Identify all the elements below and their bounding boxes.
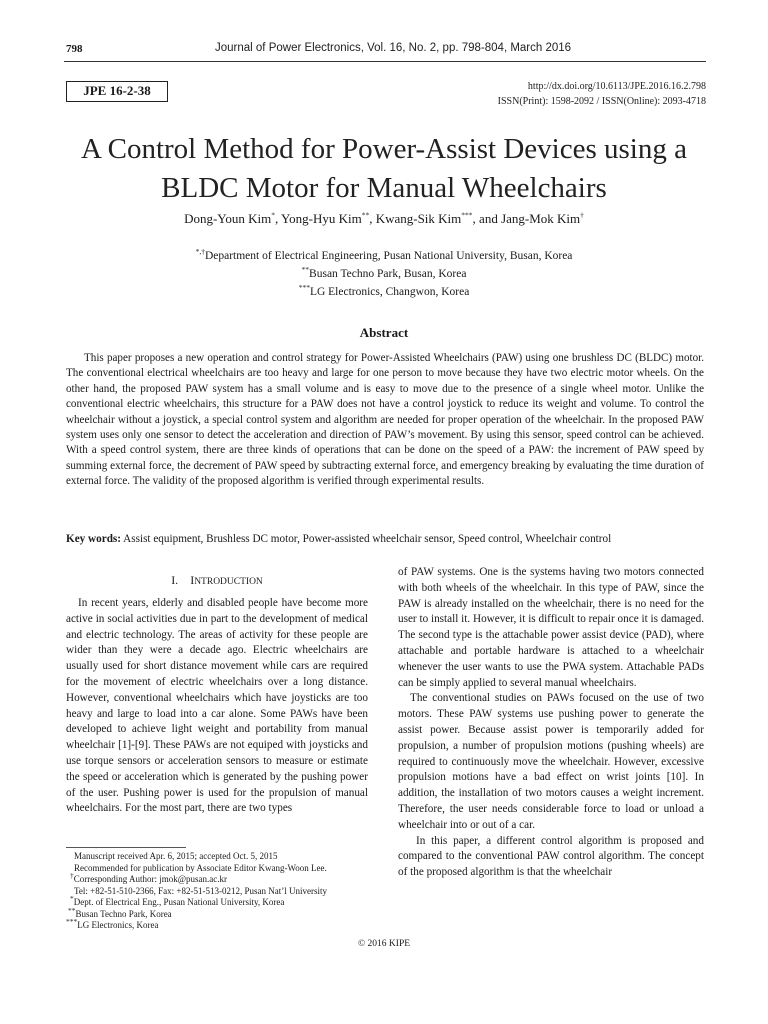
- footnote-text: Corresponding Author: jmok@pusan.ac.kr: [73, 874, 228, 884]
- footnote: [66, 886, 376, 898]
- affiliations: [40, 247, 728, 301]
- footnote: [66, 871, 376, 886]
- affiliation-text: Busan Techno Park, Busan, Korea: [309, 268, 467, 280]
- footnote-text: Tel: +82-51-510-2366, Fax: +82-51-513-0212, Pusan Nat’l University: [74, 885, 327, 896]
- doi-link[interactable]: http://dx.doi.org/10.6113/JPE.2016.16.2.798: [527, 81, 706, 92]
- affiliation: [40, 283, 728, 301]
- affiliation-mark: **: [301, 265, 310, 275]
- footnote-text: LG Electronics, Korea: [77, 920, 159, 930]
- author-name: Jang-Mok Kim: [501, 211, 581, 226]
- section-title-rest: NTRODUCTION: [194, 577, 263, 587]
- left-column: [66, 596, 368, 817]
- section-title-initial: I: [190, 573, 195, 587]
- footnote-rule: [66, 847, 186, 848]
- affiliation: [40, 247, 728, 265]
- affiliation: [40, 265, 728, 283]
- author-mark: †: [580, 210, 584, 220]
- keywords-text: Assist equipment, Brushless DC motor, Power-assisted wheelchair sensor, Speed control, Wheelchair control: [121, 533, 612, 545]
- footnote-text: Dept. of Electrical Eng., Pusan National University, Korea: [73, 897, 285, 907]
- footnote-mark: ***: [66, 917, 78, 926]
- keywords-label: Key words:: [66, 533, 121, 545]
- author-mark: **: [361, 210, 370, 220]
- footnote-text: Busan Techno Park, Korea: [75, 908, 172, 919]
- issn-line: ISSN(Print): 1598-2092 / ISSN(Online): 2093-4718: [497, 96, 706, 107]
- affiliation-text: Department of Electrical Engineering, Pusan National University, Busan, Korea: [204, 250, 573, 262]
- footnote: [66, 917, 376, 932]
- author-mark: ***: [461, 210, 473, 220]
- body-paragraph: of PAW systems. One is the systems having two motors connected with both wheels of the wheelchair. In this type of PAW, since the PAW is already installed on the wheelchair, there is no need for the user to install it. However, it is difficult to repair once it is damaged. The second type is the attachable power assist device (PAD), where attachable and portable hardware is attached to a wheelchair whenever the user wants to use the PWA system. Attachable PADs can be simply applied to several manual wheelchairs.: [398, 566, 704, 689]
- paper-code-box: JPE 16-2-38: [66, 81, 168, 102]
- affiliation-mark: ***: [298, 283, 310, 293]
- footnote: [66, 851, 376, 863]
- section-number: I.: [171, 573, 179, 587]
- affiliation-text: LG Electronics, Changwon, Korea: [309, 286, 470, 298]
- doi-block: [498, 79, 706, 109]
- body-paragraph: In recent years, elderly and disabled people have become more active in social activities due in part to the development of medical and electric technology. The areas of activity for these people are wider than they were a decade ago. Electric wheelchairs are usually used for short distance movement while cars are required for the movement of electric wheelchairs over a long distance. However, conventional wheelchairs which have joysticks are too heavy and large to load into a car alone. Some PAWs have been developed to achieve light weight and portability from manual wheelchair [1]-[9]. These PAWs are not equiped with joysticks and use torque sensors or acceleration sensors to measure or estimate the speed or acceleration which is generated by the pushing power of the user. Pushing power is used for the propulsion of manual wheelchairs. For the most part, there are two types: [66, 597, 368, 815]
- footnote-mark: **: [68, 905, 76, 915]
- copyright-footer: © 2016 KIPE: [357, 939, 411, 949]
- abstract-text: This paper proposes a new operation and control strategy for Power-Assisted Wheelchairs (PAW) using one brushless DC (BLDC) motor. The conventional electrical wheelchairs are too heavy and large for one person to move because they have two electric motor wheels. On the other hand, the proposed PAW system has a small volume and is easy to move due to the presence of a single wheel motor. Unlike the conventional electric wheelchairs, this structure for a PAW does not have a control joystick to reduce its weight and volume. To control the wheelchair without a joystick, a special control system and algorithm are needed for proper operation of the wheelchair. In the proposed PAW system uses only one sensor to detect the acceleration and direction of PAW’s movement. By using this sensor, speed control can be achieved. With a speed control system, there are three kinds of operations that can be done on the speed of a PAW: the increment of PAW speed by summing external force, the decrement of PAW speed by subtracting external force, and emergency breaking by evaluating the time duration of external force. The validity of the proposed algorithm is verified through experimental results.: [66, 352, 704, 488]
- author-name: Yong-Hyu Kim: [281, 211, 362, 226]
- abstract-heading: Abstract: [359, 325, 409, 340]
- body-paragraph: In this paper, a different control algorithm is proposed and compared to the conventional PAW control algorithm. The concept of the proposed algorithm is that the wheelchair: [398, 834, 704, 879]
- footnote: [66, 905, 376, 921]
- footnote-text: Manuscript received Apr. 6, 2015; accepted Oct. 5, 2015: [74, 851, 278, 861]
- author-name: Kwang-Sik Kim: [375, 211, 462, 226]
- footnote-mark: †: [70, 871, 74, 880]
- header-rule: [64, 61, 706, 62]
- footnotes: [66, 851, 376, 932]
- affiliation-mark: *,†: [195, 247, 205, 257]
- page-number: 798: [66, 43, 83, 55]
- footnote: [66, 863, 376, 875]
- keywords: [66, 533, 704, 545]
- author-separator: ,: [275, 211, 282, 226]
- journal-citation: Journal of Power Electronics, Vol. 16, No. 2, pp. 798-804, March 2016: [215, 42, 572, 54]
- author-name: Dong-Youn Kim: [184, 211, 272, 226]
- author-list: [40, 211, 728, 227]
- footnote: [66, 894, 376, 909]
- footnote-mark: *: [70, 894, 74, 903]
- right-column: [398, 565, 704, 881]
- body-paragraph: The conventional studies on PAWs focused on the use of two motors. These PAW systems use pushing power to generate the assist power. Because assist power is temporarily added for propulsion, a number of propulsion motions (pushing wheels) are required to continuously move the wheelchair. However, excessive propulsion motions have a bad effect on wrist joints [10]. In addition, the installation of two motors causes a weight increment. Therefore, the user needs considerable force to load or unload a wheelchair into or out of a car.: [398, 692, 704, 831]
- author-separator: ,: [369, 211, 376, 226]
- author-separator: , and: [472, 211, 502, 226]
- section-heading: [66, 573, 368, 588]
- paper-title: A Control Method for Power-Assist Devices using a BLDC Motor for Manual Wheelchairs: [81, 133, 687, 204]
- author-mark: *: [271, 210, 275, 220]
- footnote-text: Recommended for publication by Associate Editor Kwang-Woon Lee.: [74, 862, 327, 873]
